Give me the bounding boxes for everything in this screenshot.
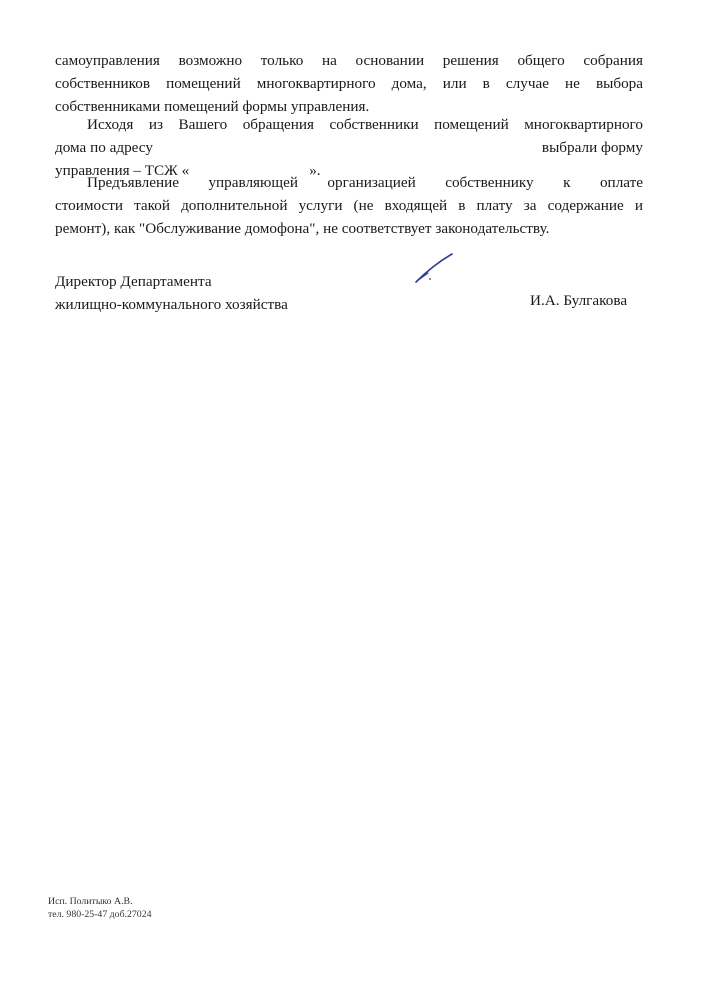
address-suffix: выбрали форму xyxy=(541,139,643,156)
address-prefix: дома по адресу xyxy=(55,139,153,156)
paragraph-legal-basis xyxy=(55,49,643,118)
text-line: Предъявление управляющей организацией собственнику к оплате xyxy=(87,174,643,191)
handwritten-signature xyxy=(412,252,460,286)
executor-name: Исп. Политыко А.В. xyxy=(48,896,133,907)
signature-stroke xyxy=(417,273,428,281)
hoa-prefix: управления – ТСЖ « xyxy=(55,162,190,179)
signer-name: И.А. Булгакова xyxy=(530,292,628,309)
text-line: Исходя из Вашего обращения собственники помещений многоквартирного xyxy=(87,116,643,133)
signer-position-line: жилищно-коммунального хозяйства xyxy=(55,296,288,313)
text-line: ремонт), как "Обслуживание домофона", не соответствует законодательству. xyxy=(55,220,550,237)
signer-position-line: Директор Департамента xyxy=(55,273,212,290)
text-line-address xyxy=(55,136,643,159)
text-line: стоимости такой дополнительной услуги (не входящей в плату за содержание и xyxy=(55,197,643,214)
hoa-suffix: ». xyxy=(309,162,321,179)
signature-dot xyxy=(429,278,431,280)
text-line: собственников помещений многоквартирного дома, или в случае не выбора xyxy=(55,75,643,92)
executor-phone: тел. 980-25-47 доб.27024 xyxy=(48,909,152,920)
signer-position xyxy=(55,270,288,316)
executor-footer xyxy=(48,895,152,921)
text-line: собственниками помещений формы управления. xyxy=(55,98,370,115)
paragraph-intercom xyxy=(55,171,643,240)
text-line: самоуправления возможно только на основании решения общего собрания xyxy=(55,52,643,69)
